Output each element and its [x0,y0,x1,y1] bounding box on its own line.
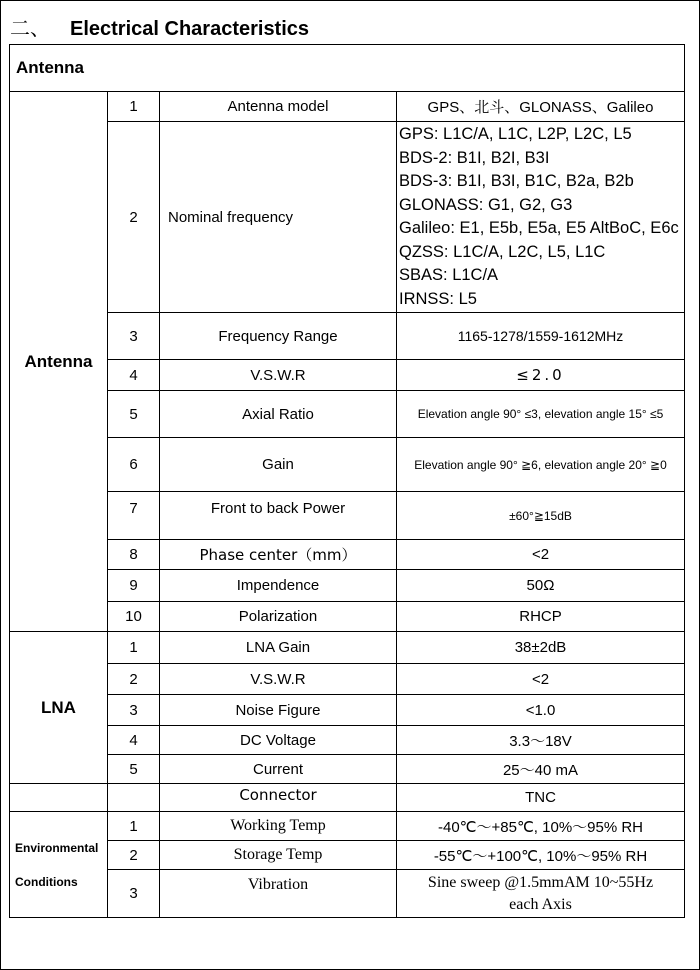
table-row [10,664,685,695]
empty-number-cell [108,784,160,812]
value-cell: Elevation angle 90° ≧6, elevation angle 20° ≧0 [397,438,685,492]
frequency-item: QZSS: L1C/A, L2C, L5, L1C [399,242,606,261]
param-cell: Impendence [160,570,397,602]
frequency-item: SBAS: L1C/A [399,266,499,284]
section-number: 二、 [10,16,50,40]
value-cell: <2 [397,664,685,695]
table-row [10,313,685,360]
row-number: 5 [108,755,160,784]
value-cell: 50Ω [397,570,685,602]
table-row [10,695,685,726]
group-label-environmental [10,812,108,918]
electrical-characteristics-table [9,44,685,918]
value-cell: ≤2.0 [397,360,685,391]
table-row [10,726,685,755]
value-list-cell [397,122,685,313]
row-number: 4 [108,360,160,391]
param-cell: Working Temp [160,812,397,841]
row-number: 10 [108,602,160,632]
param-cell: Vibration [160,870,397,918]
table-row [10,391,685,438]
row-number: 2 [108,122,160,313]
param-cell: DC Voltage [160,726,397,755]
table-row [10,540,685,570]
section-title: Electrical Characteristics [70,18,310,40]
row-number: 1 [108,92,160,122]
table-row [10,870,685,918]
group-label-antenna: Antenna [10,92,108,632]
param-cell: Antenna model [160,92,397,122]
row-number: 6 [108,438,160,492]
param-cell: Frequency Range [160,313,397,360]
section-heading [10,12,309,41]
table-row [10,492,685,540]
value-cell: -40℃～+85℃, 10%～95% RH [397,812,685,841]
table-row [10,602,685,632]
value-cell: 25～40 mA [397,755,685,784]
table-row [10,632,685,664]
banner-cell: Antenna [10,45,685,92]
connector-row [10,784,685,812]
table-row [10,122,685,313]
banner-row [10,45,685,92]
frequency-item: IRNSS: L5 [399,289,477,308]
row-number: 2 [108,841,160,870]
row-number: 3 [108,313,160,360]
row-number: 8 [108,540,160,570]
frequency-item: BDS-2: B1I, B2I, B3I [399,148,550,167]
table-row [10,570,685,602]
param-cell: Gain [160,438,397,492]
table-row [10,841,685,870]
value-cell: 3.3～18V [397,726,685,755]
param-cell: Front to back Power [160,492,397,540]
value-cell: TNC [397,784,685,812]
row-number: 1 [108,632,160,664]
value-cell: RHCP [397,602,685,632]
row-number: 3 [108,695,160,726]
frequency-item: BDS-3: B1I, B3I, B1C, B2a, B2b [399,172,634,190]
param-cell: Polarization [160,602,397,632]
frequency-item: GPS: L1C/A, L1C, L2P, L2C, L5 [399,125,632,143]
group-label-lna: LNA [10,632,108,784]
param-cell: V.S.W.R [160,664,397,695]
value-line: Sine sweep @1.5mmAM 10~55Hz [427,873,654,891]
param-cell: LNA Gain [160,632,397,664]
group-label-line: Environmental [15,840,99,855]
frequency-item: Galileo: E1, E5b, E5a, E5 AltBoC, E6c [399,219,679,237]
group-label-line: Conditions [15,874,78,889]
value-cell: -55℃～+100℃, 10%～95% RH [397,841,685,870]
param-cell: Connector [160,784,397,812]
param-cell: Axial Ratio [160,391,397,438]
value-cell [397,870,685,918]
param-cell: V.S.W.R [160,360,397,391]
table-row [10,755,685,784]
value-cell: <2 [397,540,685,570]
param-cell: Noise Figure [160,695,397,726]
table-row [10,438,685,492]
row-number: 4 [108,726,160,755]
table-row [10,812,685,841]
value-cell: 1165-1278/1559-1612MHz [397,313,685,360]
row-number: 1 [108,812,160,841]
value-cell: <1.0 [397,695,685,726]
param-cell: Current [160,755,397,784]
row-number: 9 [108,570,160,602]
row-number: 3 [108,870,160,918]
table-row [10,360,685,391]
value-cell: Elevation angle 90° ≤3, elevation angle 15° ≤5 [397,391,685,438]
value-cell: ±60°≧15dB [397,492,685,540]
table-row [10,92,685,122]
value-cell: GPS、北斗、GLONASS、Galileo [397,92,685,122]
value-line: each Axis [509,895,572,913]
value-cell: 38±2dB [397,632,685,664]
param-cell: Phase center（mm） [160,540,397,570]
param-cell: Storage Temp [160,841,397,870]
frequency-item: GLONASS: G1, G2, G3 [399,195,573,214]
empty-group-cell [10,784,108,812]
param-cell: Nominal frequency [160,122,397,313]
row-number: 7 [108,492,160,540]
row-number: 2 [108,664,160,695]
row-number: 5 [108,391,160,438]
